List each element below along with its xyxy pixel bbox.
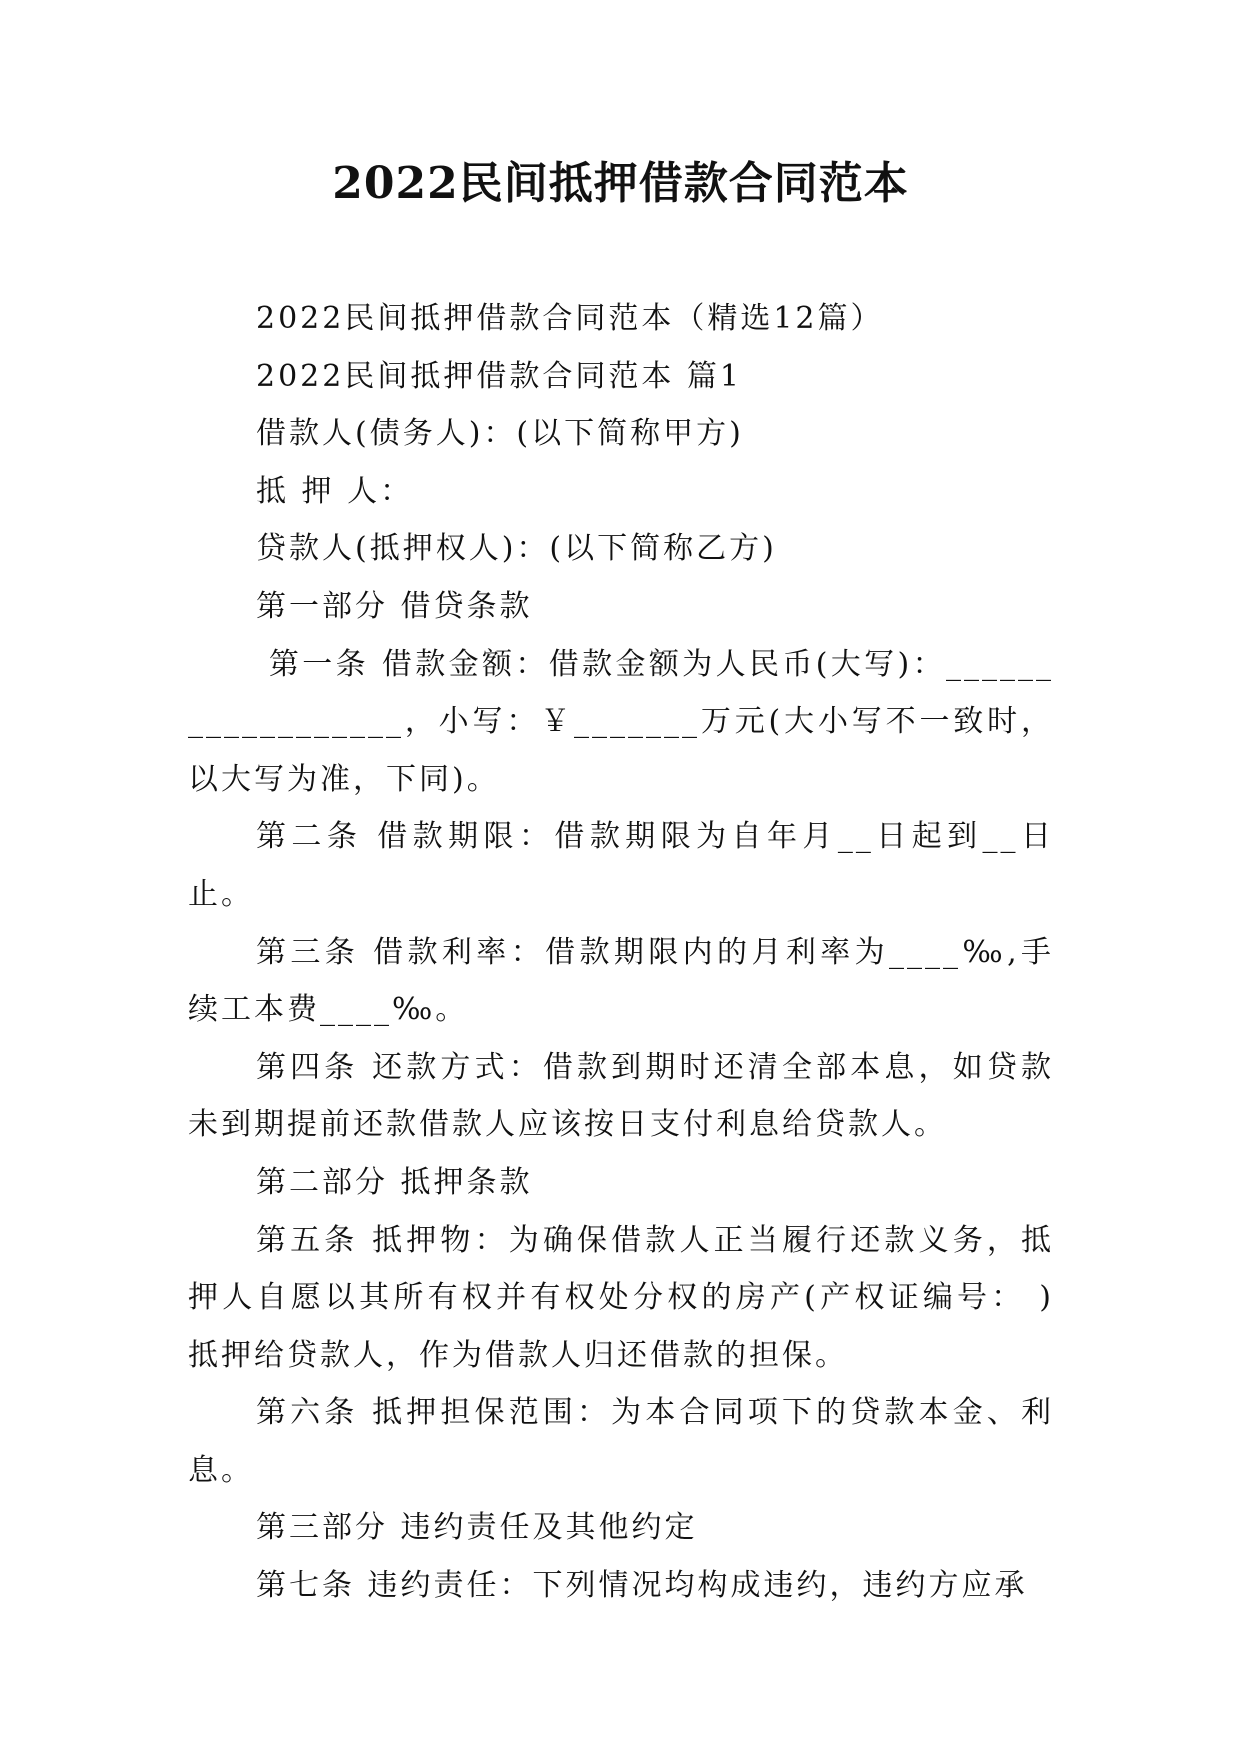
paragraph-part-two-heading: 第二部分 抵押条款 bbox=[256, 1164, 533, 1200]
document-body bbox=[188, 290, 1054, 1615]
paragraph-borrower: 借款人(债务人)：(以下简称甲方) bbox=[256, 416, 744, 452]
paragraph-article-4: 第四条 还款方式：借款到期时还清全部本息，如贷款未到期提前还款借款人应该按日支付利息给贷款人。 bbox=[188, 1049, 1054, 1143]
paragraph-part-one-heading: 第一部分 借贷条款 bbox=[256, 588, 533, 624]
document-title: 2022民间抵押借款合同范本 bbox=[332, 158, 909, 209]
paragraph-article-6: 第六条 抵押担保范围：为本合同项下的贷款本金、利息。 bbox=[188, 1395, 1054, 1488]
paragraph-article-5: 第五条 抵押物：为确保借款人正当履行还款义务，抵押人自愿以其所有权并有权处分权的房产(产权证编号： )抵押给贷款人，作为借款人归还借款的担保。 bbox=[188, 1222, 1054, 1373]
paragraph-article-7: 第七条 违约责任：下列情况均构成违约，违约方应承 bbox=[256, 1568, 1028, 1604]
paragraph-subtitle: 2022民间抵押借款合同范本（精选12篇） bbox=[256, 301, 884, 336]
paragraph-article-2: 第二条 借款期限：借款期限为自年月__日起到__日止。 bbox=[188, 819, 1054, 912]
paragraph-mortgagor: 抵 押 人： bbox=[256, 473, 414, 509]
paragraph-lender: 贷款人(抵押权人)：(以下简称乙方) bbox=[256, 531, 777, 567]
paragraph-article-3: 第三条 借款利率：借款期限内的月利率为____‰,手续工本费____‰。 bbox=[188, 934, 1054, 1028]
paragraph-part-three-heading: 第三部分 违约责任及其他约定 bbox=[256, 1510, 698, 1546]
paragraph-section-heading: 2022民间抵押借款合同范本 篇1 bbox=[256, 358, 742, 394]
paragraph-article-1: 第一条 借款金额：借款金额为人民币(大写)：__________________，小写：￥_______万元(大小写不一致时，以大写为准，下同)。 bbox=[188, 646, 1054, 797]
